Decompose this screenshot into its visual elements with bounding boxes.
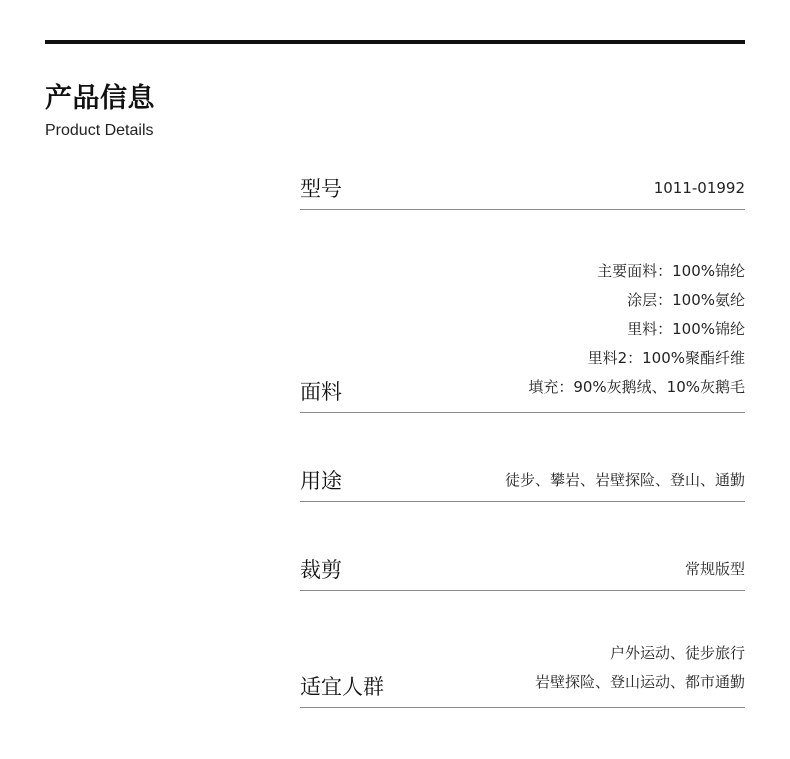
spec-value-line: 徒步、攀岩、岩壁探险、登山、通勤: [504, 471, 745, 489]
spec-value-line: 填充：90%灰鹅绒、10%灰鹅毛: [528, 378, 745, 396]
spec-value-fit: [685, 555, 745, 584]
spec-value-line: 户外运动、徒步旅行: [609, 644, 745, 662]
spec-value-line: 岩壁探险、登山运动、都市通勤: [534, 673, 745, 691]
spec-value-fabric: [528, 257, 745, 402]
spec-value-line: 涂层：100%氨纶: [627, 291, 745, 309]
spec-value-line: 里料：100%锦纶: [627, 320, 745, 338]
spec-row-audience: [300, 630, 745, 708]
spec-row-fabric: [300, 250, 745, 413]
spec-label-fabric: 面料: [300, 380, 342, 404]
page-subtitle: Product Details: [45, 122, 154, 139]
top-divider: [45, 40, 745, 44]
spec-label-model: 型号: [300, 177, 342, 201]
spec-value-line: 1011-01992: [653, 179, 745, 197]
spec-value-line: 里料2：100%聚酯纤维: [587, 349, 745, 367]
spec-label-fit: 裁剪: [300, 558, 342, 582]
page-title: 产品信息: [45, 83, 155, 114]
spec-row-model: [300, 160, 745, 210]
spec-value-model: [654, 174, 745, 203]
spec-row-usage: [300, 450, 745, 502]
spec-value-line: 主要面料：100%锦纶: [597, 262, 745, 280]
spec-value-audience: [535, 639, 745, 697]
spec-row-fit: [300, 540, 745, 591]
spec-label-usage: 用途: [300, 469, 342, 493]
spec-value-line: 常规版型: [684, 560, 745, 578]
spec-value-usage: [505, 466, 745, 495]
spec-label-audience: 适宜人群: [300, 675, 384, 699]
